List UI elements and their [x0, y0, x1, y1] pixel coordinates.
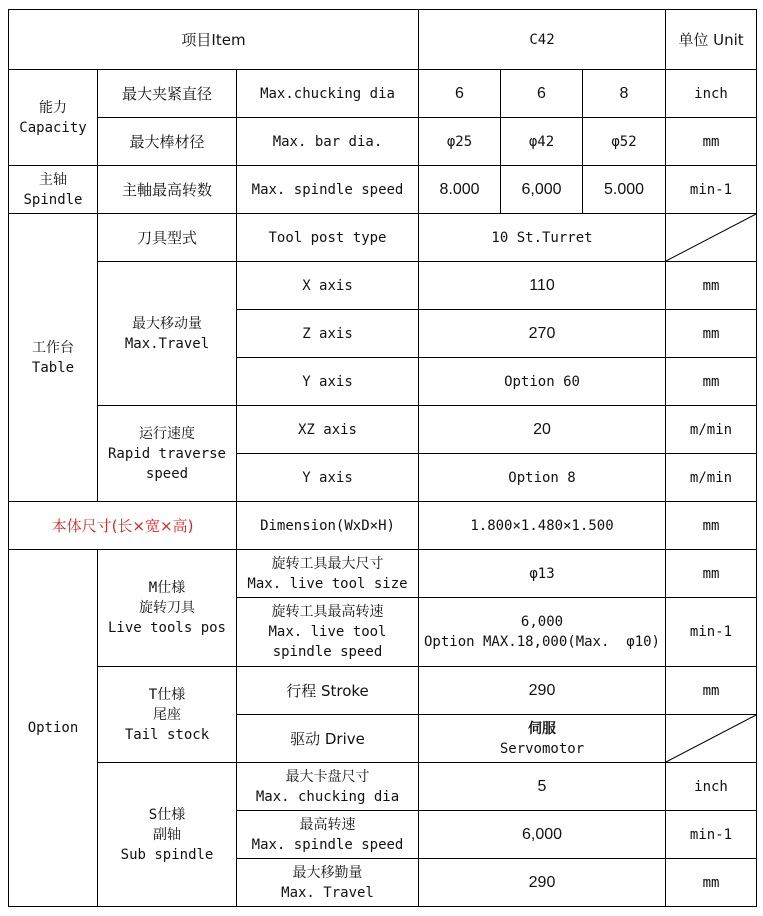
- spindle-label-en: Max. spindle speed: [237, 166, 419, 214]
- tool-post-value: 10 St.Turret: [419, 214, 666, 262]
- bar-unit: mm: [666, 118, 757, 166]
- spindle-unit: min-1: [666, 166, 757, 214]
- stroke-value: 290: [419, 667, 666, 715]
- travel-z-axis: Z axis: [237, 310, 419, 358]
- stroke-unit: mm: [666, 667, 757, 715]
- chuck-label-cn: 最大夹紧直径: [98, 70, 237, 118]
- drive-value-en: Servomotor: [499, 740, 585, 757]
- table-group: [9, 214, 98, 502]
- travel-y-axis: Y axis: [237, 358, 419, 406]
- travel-group: [98, 262, 237, 406]
- sub-travel-unit: mm: [666, 859, 757, 907]
- bar-value-3: φ52: [583, 118, 666, 166]
- sub-travel-label: [237, 859, 419, 907]
- live-tool-speed-value-2: Option MAX.18,000(Max. φ10): [423, 634, 660, 650]
- chuck-label-en: Max.chucking dia: [237, 70, 419, 118]
- rapid-y-unit: m/min: [666, 454, 757, 502]
- t-spec-cn-1: T仕様: [148, 686, 186, 703]
- travel-x-unit: mm: [666, 262, 757, 310]
- live-tool-size-cn: 旋转工具最大尺寸: [271, 555, 384, 572]
- chuck-value-1: 6: [419, 70, 501, 118]
- sub-speed-en: Max. spindle speed: [251, 836, 404, 853]
- sub-chuck-en: Max. chucking dia: [255, 788, 400, 805]
- header-item: 项目Item: [9, 10, 419, 70]
- spindle-label-cn: 主軸最高转数: [98, 166, 237, 214]
- dimension-value: 1.800×1.480×1.500: [419, 502, 666, 550]
- sub-speed-value: 6,000: [419, 811, 666, 859]
- bar-label-cn: 最大棒材径: [98, 118, 237, 166]
- sub-travel-cn: 最大移勤量: [292, 864, 363, 881]
- capacity-group: [9, 70, 98, 166]
- table-group-cn: 工作台: [32, 339, 74, 356]
- diagonal-line: [666, 715, 756, 762]
- travel-y-value: Option 60: [419, 358, 666, 406]
- live-tool-speed-en-2: spindle speed: [272, 644, 383, 660]
- bar-value-1: φ25: [419, 118, 501, 166]
- sub-chuck-cn: 最大卡盘尺寸: [285, 768, 370, 785]
- m-spec-cn-1: M仕様: [148, 580, 186, 596]
- capacity-group-cn: 能力: [39, 99, 67, 116]
- tool-post-label-cn: 刀具型式: [98, 214, 237, 262]
- option-group: Option: [9, 550, 98, 907]
- m-spec-cn-2: 旋转刀具: [139, 600, 195, 616]
- travel-y-unit: mm: [666, 358, 757, 406]
- sub-travel-en: Max. Travel: [281, 884, 374, 901]
- s-spec-cn-2: 副轴: [153, 826, 181, 843]
- live-tool-size-unit: mm: [666, 550, 757, 598]
- m-spec-en: Live tools pos: [107, 620, 226, 636]
- rapid-group-en-2: speed: [145, 465, 189, 482]
- sub-chuck-value: 5: [419, 763, 666, 811]
- spindle-value-1: 8.000: [419, 166, 501, 214]
- drive-value: [419, 715, 666, 763]
- dimension-label-cn: 本体尺寸(长×宽×高): [9, 502, 237, 550]
- rapid-xz-axis: XZ axis: [237, 406, 419, 454]
- spec-table: [8, 9, 757, 907]
- table-group-en: Table: [31, 359, 75, 376]
- sub-chuck-label: [237, 763, 419, 811]
- rapid-y-axis: Y axis: [237, 454, 419, 502]
- spindle-value-3: 5.000: [583, 166, 666, 214]
- live-tool-speed-unit: min-1: [666, 598, 757, 667]
- s-spec-group: [98, 763, 237, 907]
- live-tool-size-en: Max. live tool size: [247, 575, 408, 592]
- travel-group-en: Max.Travel: [124, 335, 210, 352]
- dimension-label-en: Dimension(WxD×H): [237, 502, 419, 550]
- rapid-group-cn: 运行速度: [139, 425, 195, 442]
- bar-value-2: φ42: [501, 118, 583, 166]
- drive-unit-empty: [666, 715, 757, 763]
- live-tool-size-value: φ13: [419, 550, 666, 598]
- rapid-y-value: Option 8: [419, 454, 666, 502]
- rapid-group: [98, 406, 237, 502]
- m-spec-group: [98, 550, 237, 667]
- spindle-value-2: 6,000: [501, 166, 583, 214]
- live-tool-speed-en-1: Max. live tool: [268, 624, 387, 640]
- header-unit: 单位 Unit: [666, 10, 757, 70]
- live-tool-speed-cn: 旋转工具最高转速: [271, 604, 384, 620]
- travel-group-cn: 最大移动量: [132, 315, 202, 332]
- chuck-value-2: 6: [501, 70, 583, 118]
- sub-speed-label: [237, 811, 419, 859]
- chuck-value-3: 8: [583, 70, 666, 118]
- tool-post-unit-empty: [666, 214, 757, 262]
- spindle-group-en: Spindle: [23, 191, 83, 208]
- t-spec-cn-2: 尾座: [153, 706, 181, 723]
- travel-z-value: 270: [419, 310, 666, 358]
- travel-x-value: 110: [419, 262, 666, 310]
- sub-speed-unit: min-1: [666, 811, 757, 859]
- dimension-unit: mm: [666, 502, 757, 550]
- diagonal-line: [666, 214, 756, 261]
- t-spec-en: Tail stock: [124, 726, 210, 743]
- t-spec-group: [98, 667, 237, 763]
- s-spec-en: Sub spindle: [120, 846, 214, 863]
- live-tool-speed-value-1: 6,000: [520, 614, 564, 630]
- live-tool-speed-label: [237, 598, 419, 667]
- sub-speed-cn: 最高转速: [299, 816, 356, 833]
- spindle-group: [9, 166, 98, 214]
- spindle-group-cn: 主轴: [39, 171, 67, 188]
- bar-label-en: Max. bar dia.: [237, 118, 419, 166]
- drive-label: 驱动 Drive: [237, 715, 419, 763]
- tool-post-label-en: Tool post type: [237, 214, 419, 262]
- capacity-group-en: Capacity: [19, 119, 87, 136]
- travel-x-axis: X axis: [237, 262, 419, 310]
- sub-chuck-unit: inch: [666, 763, 757, 811]
- rapid-xz-unit: m/min: [666, 406, 757, 454]
- header-model: C42: [419, 10, 666, 70]
- live-tool-size-label: [237, 550, 419, 598]
- sub-travel-value: 290: [419, 859, 666, 907]
- travel-z-unit: mm: [666, 310, 757, 358]
- drive-value-cn: 伺服: [528, 720, 556, 737]
- rapid-group-en-1: Rapid traverse: [107, 445, 226, 462]
- stroke-label: 行程 Stroke: [237, 667, 419, 715]
- chuck-unit: inch: [666, 70, 757, 118]
- live-tool-speed-value: [419, 598, 666, 667]
- s-spec-cn-1: S仕様: [148, 806, 186, 823]
- rapid-xz-value: 20: [419, 406, 666, 454]
